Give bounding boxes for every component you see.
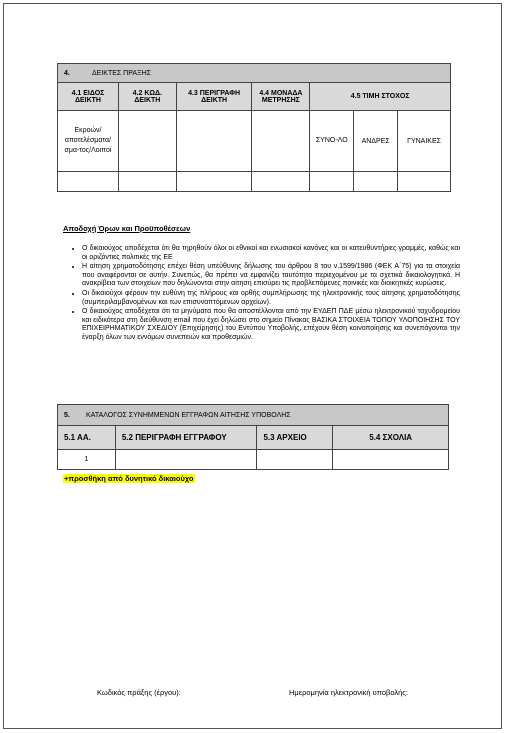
terms-list (70, 245, 460, 344)
indicator-row-cell[interactable] (252, 172, 310, 192)
header-target-value: 4.5 ΤΙΜΗ ΣΤΟΧΟΣ (310, 83, 451, 111)
project-code-label: Κωδικός πράξης (έργου): (97, 688, 181, 697)
header-men: ΑΝΔΡΕΣ (354, 111, 398, 172)
header-total: ΣΥΝΟ-ΛΟ (310, 111, 354, 172)
attachment-file-cell[interactable] (257, 450, 333, 470)
header-indicator-code: 4.2 ΚΩΔ. ΔΕΙΚΤΗ (118, 83, 176, 111)
section5-number: 5. (64, 411, 70, 419)
attachment-comments-cell[interactable] (333, 450, 449, 470)
section4-header (58, 64, 451, 83)
add-attachment-link[interactable]: +προσθήκη από δυνητικό δικαιούχο (64, 474, 194, 483)
terms-item: • Οι δικαιούχοι φέρουν την ευθύνη της πλήρους και ορθής συμπλήρωσης της ηλεκτρονικής τους αίτησης χρηματοδότησης (συμπεριλαμβανομένων και των επισυναπτόμενων αρχείων). (82, 290, 460, 307)
attachment-aa-cell: 1 (58, 450, 116, 470)
measurement-unit-cell[interactable] (252, 111, 310, 172)
indicator-row-cell[interactable] (310, 172, 354, 192)
section5-title: ΚΑΤΑΛΟΓΟΣ ΣΥΝΗΜΜΕΝΩΝ ΕΓΓΡΑΦΩΝ ΑΙΤΗΣΗΣ ΥΠΟΒΟΛΗΣ (86, 411, 291, 419)
attachments-table (57, 404, 449, 470)
header-file: 5.3 ΑΡΧΕΙΟ (257, 426, 333, 450)
indicator-type-value: Εκροών/ αποτελέσματα/ σμα-τος/Λοιποί (58, 111, 119, 172)
terms-title: Αποδοχή Όρων και Προϋποθέσεων (63, 224, 191, 233)
indicator-row-cell[interactable] (176, 172, 252, 192)
header-women: ΓΥΝΑΙΚΕΣ (398, 111, 451, 172)
section4-number: 4. (64, 69, 70, 77)
header-indicator-type: 4.1 ΕΙΔΟΣ ΔΕΙΚΤΗ (58, 83, 119, 111)
terms-item: • Η αίτηση χρηματοδότησης επέχει θέση υπεύθυνης δήλωσης του άρθρου 8 του ν.1599/1986 (ΦΕΚ Α΄75) για τα στοιχεία που αναφέρονται σε αυτήν. Συνεπώς, θα πρέπει να εμφανίζει ταυτότητα περιεχομένου με τα σχετικά δικαιολογητικά. Η ανακρίβεια των στοιχείων που δηλώνονται στην αίτηση επισύρει τις προβλεπόμενες ποινικές και διοικητικές κυρώσεις. (82, 263, 460, 289)
header-aa: 5.1 ΑΑ. (58, 426, 116, 450)
indicator-row-cell[interactable] (118, 172, 176, 192)
section5-header (58, 405, 449, 426)
header-measurement-unit: 4.4 ΜΟΝΑΔΑ ΜΕΤΡΗΣΗΣ (252, 83, 310, 111)
submission-date-label: Ημερομηνία ηλεκτρονική υποβολής: (289, 688, 408, 697)
terms-item: • Ο δικαιούχος αποδέχεται ότι θα τηρηθούν όλοι οι εθνικοί και ενωσιακοί κανόνες και οι κατευθυντήριες γραμμές, καθώς και οι οριζόντιες πολιτικές της ΕΕ (82, 245, 460, 262)
header-comments: 5.4 ΣΧΟΛΙΑ (333, 426, 449, 450)
indicator-row-cell[interactable] (354, 172, 398, 192)
indicator-row-cell[interactable] (398, 172, 451, 192)
indicator-code-cell[interactable] (118, 111, 176, 172)
attachment-description-cell[interactable] (115, 450, 257, 470)
indicator-row-cell[interactable] (58, 172, 119, 192)
indicators-table (57, 63, 451, 192)
terms-item: • Ο δικαιούχος αποδέχεται ότι τα μηνύματα που θα αποστέλλονται από την ΕΥΔΕΠ ΠΔΕ μέσω ηλεκτρονικού ταχυδρομείου και ειδικότερα στη διεύθυνση email που έχει δηλώσει στο σημείο Πίνακας ΒΑΣΙΚΑ ΣΤΟΙΧΕΙΑ ΤΟΠΟΥ ΥΛΟΠΟΙΗΣΗΣ ΤΟΥ ΕΠΙΧΕΙΡΗΜΑΤΙΚΟΥ ΣΧΕΔΙΟΥ (Επιχείρησης) του Εντύπου Υποβολής, επέχουν θέση κοινοποίησης και συνεπάγονται την έναρξη όλων των εννόμων συνεπειών και προθεσμιών. (82, 308, 460, 342)
header-indicator-description: 4.3 ΠΕΡΙΓΡΑΦΗ ΔΕΙΚΤΗ (176, 83, 252, 111)
indicator-description-cell[interactable] (176, 111, 252, 172)
section4-title: ΔΕΙΚΤΕΣ ΠΡΑΞΗΣ (92, 69, 151, 77)
header-document-description: 5.2 ΠΕΡΙΓΡΑΦΗ ΕΓΓΡΑΦΟΥ (115, 426, 257, 450)
